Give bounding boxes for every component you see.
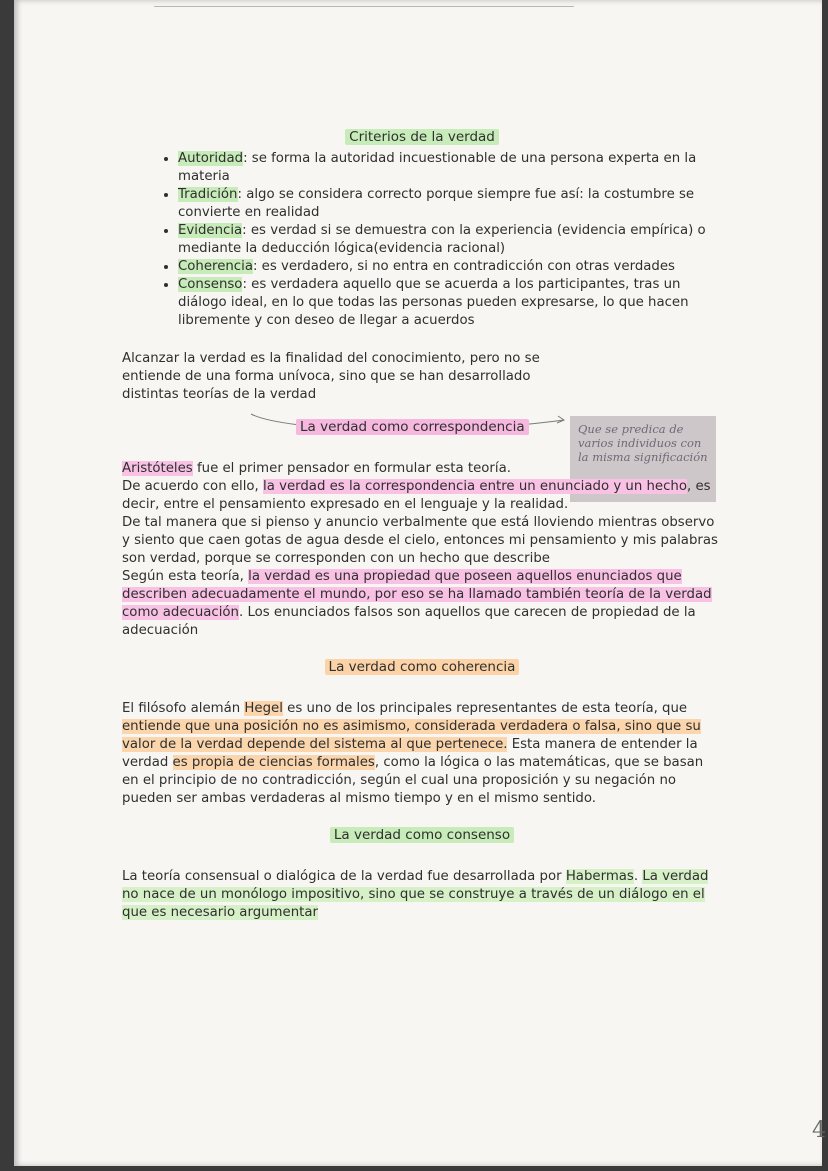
page-number: 4 [812, 1118, 826, 1143]
consensus-paragraph: La teoría consensual o dialógica de la verdad fue desarrollada por Habermas. La verdad no nace de un monólogo impositivo, sino que se construye a través de un diálogo en el que es necesario argumentar [122, 869, 709, 920]
correspondence-title: La verdad como correspondencia [122, 418, 722, 436]
criteria-title: Criterios de la verdad [122, 128, 722, 146]
criteria-list [122, 150, 722, 330]
intro-paragraph: Alcanzar la verdad es la finalidad del conocimiento, pero no se entiende de una forma unívoca, sino que se han desarrollado distintas teorías de la verdad [122, 351, 540, 402]
correspondence-p2: De acuerdo con ello, la verdad es la correspondencia entre un enunciado y un hecho, es decir, entre el pensamiento expresado en el lenguaje y la realidad. [122, 479, 711, 512]
handwritten-note: Que se predica de varios individuos con la misma significación [570, 416, 716, 502]
criterion-item: • Autoridad: se forma la autoridad incuestionable de una persona experta en la materia [178, 150, 722, 186]
coherence-title: La verdad como coherencia [122, 658, 722, 676]
top-rule [154, 6, 574, 7]
notebook-page [14, 0, 826, 1166]
correspondence-p4: Según esta teoría, la verdad es una propiedad que poseen aquellos enunciados que describen adecuadamente el mundo, por eso se ha llamado también teoría de la verdad como adecuación. Los enunciados falsos son aquellos que carecen de propiedad de la adecuación [122, 569, 712, 638]
coherence-paragraph: El filósofo alemán Hegel es uno de los principales representantes de esta teoría, que entiende que una posición no es asimismo, considerada verdadera o falsa, sino que su valor de la verdad depende del sistema al que pertenece. Esta manera de entender la verdad es propia de ciencias formales, como la lógica o las matemáticas, que se basan en el principio de no contradicción, según el cual una proposición y su negación no pueden ser ambas verdaderas al mismo tiempo y en el mismo sentido. [122, 701, 704, 806]
consensus-title: La verdad como consenso [122, 826, 722, 844]
criterion-item: • Consenso: es verdadera aquello que se acuerda a los participantes, tras un diálogo ideal, en lo que todas las personas pueden expresarse, lo que hacen libremente y con deseo de llegar a acuerdos [178, 276, 722, 330]
criterion-item: • Tradición: algo se considera correcto porque siempre fue así: la costumbre se convierte en realidad [178, 186, 722, 222]
criterion-item: • Coherencia: es verdadero, si no entra en contradicción con otras verdades [178, 258, 722, 276]
criterion-item: • Evidencia: es verdad si se demuestra con la experiencia (evidencia empírica) o mediante la deducción lógica(evidencia racional) [178, 222, 722, 258]
notes-content [122, 128, 722, 922]
correspondence-p1: Aristóteles fue el primer pensador en formular esta teoría. [122, 461, 511, 476]
correspondence-p3: De tal manera que si pienso y anuncio verbalmente que está lloviendo mientras observo y siento que caen gotas de agua desde el cielo, entonces mi pensamiento y mis palabras son verdad, porque se corresponden con un hecho que describe [122, 515, 718, 566]
